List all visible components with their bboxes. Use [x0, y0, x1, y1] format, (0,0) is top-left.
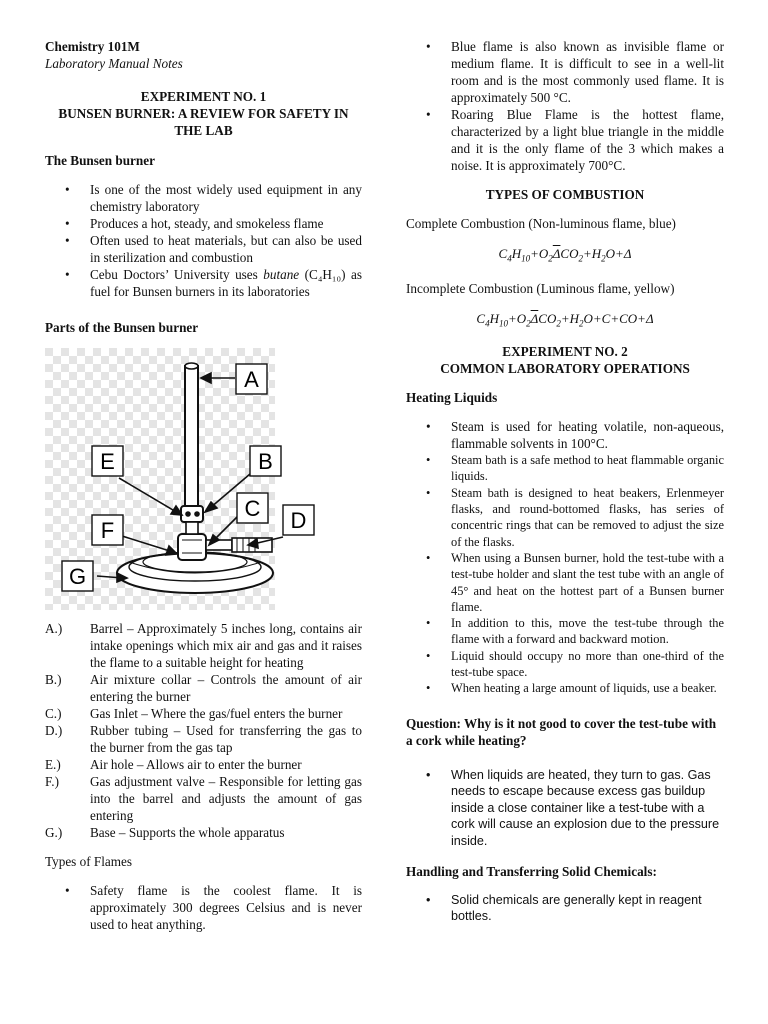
butane-word: butane	[263, 267, 300, 282]
left-column	[45, 38, 362, 933]
diagram-label-g: G	[68, 564, 87, 589]
combustion-heading: TYPES OF COMBUSTION	[485, 187, 645, 202]
diagram-label-b: B	[258, 449, 273, 474]
bunsen-list	[45, 181, 362, 300]
butane-formula: (C₄H₁₀)	[304, 267, 346, 282]
list-item: • Liquid should occupy no more than one-third of the test-tube space.	[406, 648, 724, 681]
bunsen-burner-diagram	[45, 348, 335, 610]
list-item: B.) Air mixture collar – Controls the amount of air entering the burner	[45, 672, 362, 704]
cebu-post: as fuel for Bunsen burners in its laboratories	[90, 267, 362, 299]
list-item: • Blue flame is also known as invisible flame or medium flame. It is difficult to see in a well-lit room and is the most commonly used flame. It is approximately 500 °C.	[406, 38, 724, 106]
list-item: • Steam bath is designed to heat beakers, Erlenmeyer flasks, and round-bottomed flasks, has series of concentric rings that can be removed to adjust the size of the flasks.	[406, 485, 724, 550]
solids-heading: Handling and Transferring Solid Chemicals:	[406, 863, 657, 879]
experiment-1-number: EXPERIMENT NO. 1	[140, 89, 267, 104]
list-item: • Roaring Blue Flame is the hottest flame, characterized by a light blue triangle in the middle and it is the only flame of the 3 which makes a noise. It is approximately 700°C.	[406, 106, 724, 174]
list-item: • Produces a hot, steady, and smokeless flame	[45, 215, 362, 232]
list-item: • Is one of the most widely used equipment in any chemistry laboratory	[45, 181, 362, 215]
complete-combustion-label: Complete Combustion (Non-luminous flame, blue)	[406, 216, 676, 231]
list-item: E.) Air hole – Allows air to enter the burner	[45, 757, 302, 772]
list-item: • When liquids are heated, they turn to gas. Gas needs to escape because excess gas buildup inside a close container like a test-tube with a cork will cause an explosion due to the pressure inside.	[406, 767, 724, 850]
list-item: G.) Base – Supports the whole apparatus	[45, 825, 285, 840]
diagram-label-d: D	[290, 508, 307, 533]
list-item: F.) Gas adjustment valve – Responsible for letting gas into the barrel and adjusts the amount of gas entering	[45, 774, 362, 823]
list-item: • Safety flame is the coolest flame. It is approximately 300 degrees Celsius and is never used to heat anything.	[45, 882, 362, 933]
experiment-1-title: BUNSEN BURNER: A REVIEW FOR SAFETY IN THE LAB	[58, 106, 349, 138]
parts-heading: Parts of the Bunsen burner	[45, 320, 199, 335]
list-item: • Often used to heat materials, but can also be used in sterilization and combustion	[45, 232, 362, 266]
list-item: • In addition to this, move the test-tube through the flame with a forward and backward motion.	[406, 615, 724, 648]
incomplete-combustion-equation: $C_4H_{10}+O_2\overline{\Delta}CO_2+H_2O+C+CO+\Delta$	[476, 310, 654, 329]
answer-list	[406, 767, 724, 850]
heating-list	[406, 418, 724, 452]
list-item: • Steam bath is a safe method to heat flammable organic liquids.	[406, 452, 724, 485]
burner-barrel	[185, 366, 198, 506]
gas-valve-body	[178, 534, 206, 560]
experiment-2-number: EXPERIMENT NO. 2	[502, 344, 628, 360]
right-column	[406, 38, 724, 925]
list-item: • When using a Bunsen burner, hold the test-tube with a test-tube holder and slant the test tube with an angle of 45° and heat on the hottest part of a Bunsen burner flame.	[406, 550, 724, 615]
incomplete-combustion-label: Incomplete Combustion (Luminous flame, yellow)	[406, 280, 675, 296]
heating-heading: Heating Liquids	[406, 390, 498, 406]
flames-heading: Types of Flames	[45, 854, 132, 869]
diagram-label-e: E	[100, 449, 115, 474]
flames-list-right	[406, 38, 724, 174]
bunsen-heading: The Bunsen burner	[45, 153, 155, 168]
course-subtitle: Laboratory Manual Notes	[45, 56, 183, 71]
list-item: • When heating a large amount of liquids, use a beaker.	[406, 680, 724, 696]
flames-list-left	[45, 882, 362, 933]
list-item: C.) Gas Inlet – Where the gas/fuel enters the burner	[45, 706, 343, 721]
experiment-2-title: COMMON LABORATORY OPERATIONS	[440, 361, 690, 377]
question-text: Question: Why is it not good to cover the test-tube with a cork while heating?	[406, 715, 717, 748]
complete-combustion-equation: $C_4H_{10}+O_2\overline{\Delta}CO_2+H_2O+\Delta$	[498, 246, 632, 264]
heating-list-small	[406, 452, 724, 696]
list-item: • Solid chemicals are generally kept in reagent bottles.	[406, 892, 724, 925]
list-item: • Steam is used for heating volatile, non-aqueous, flammable solvents in 100°C.	[406, 418, 724, 452]
solids-list	[406, 892, 724, 925]
diagram-label-f: F	[100, 518, 115, 543]
course-title: Chemistry 101M	[45, 39, 140, 54]
parts-list	[45, 620, 362, 841]
diagram-label-a: A	[244, 367, 259, 392]
list-item: D.) Rubber tubing – Used for transferring the gas to the burner from the gas tap	[45, 723, 362, 755]
diagram-label-c: C	[244, 496, 261, 521]
list-item: A.) Barrel – Approximately 5 inches long, contains air intake openings which mix air and gas and it raises the flame to a suitable height for heating	[45, 621, 362, 670]
cebu-pre: Cebu Doctors’ University uses	[90, 267, 264, 282]
list-item	[45, 266, 362, 300]
